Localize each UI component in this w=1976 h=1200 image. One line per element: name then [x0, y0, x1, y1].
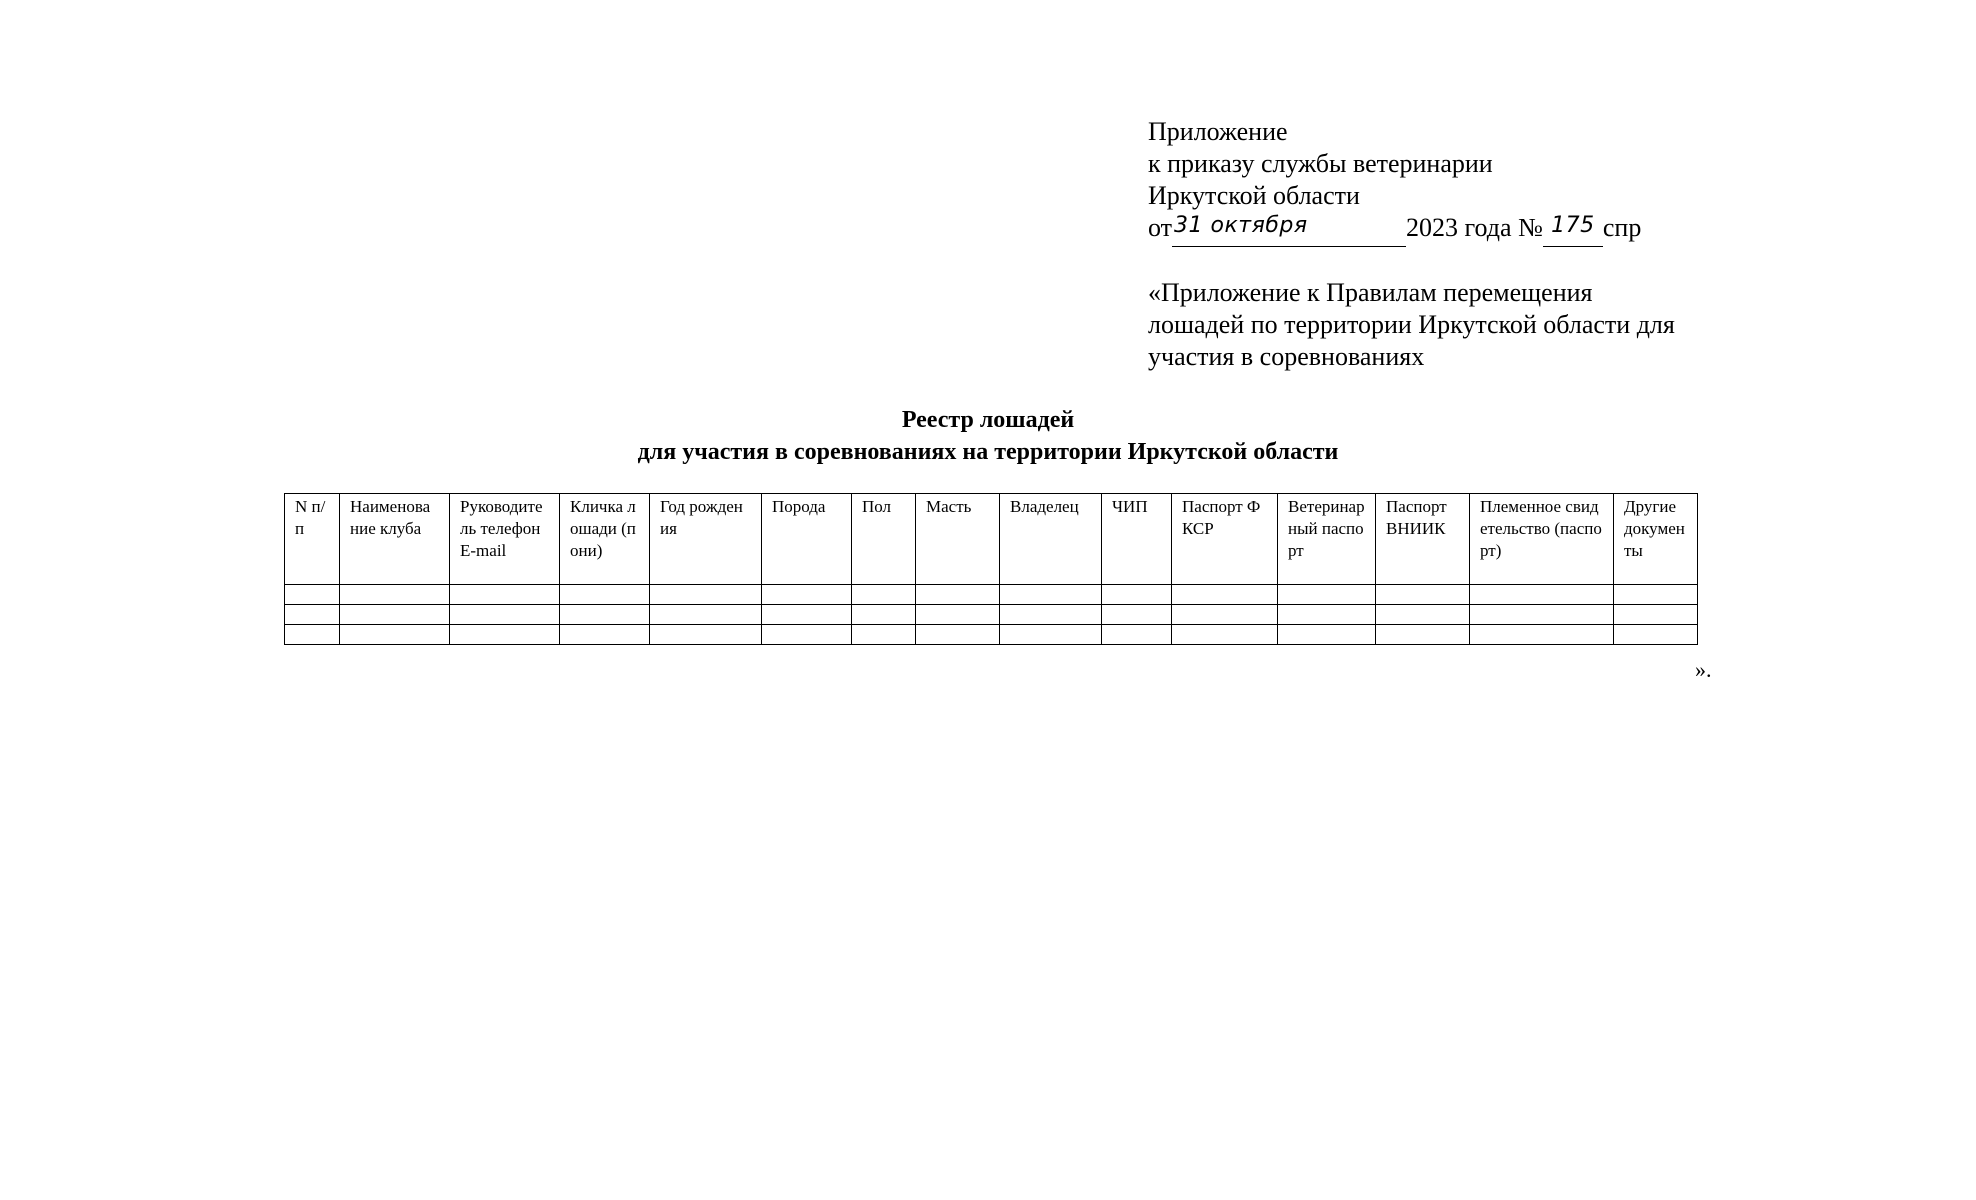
title-line-1: Реестр лошадей [901, 407, 1075, 433]
quote-line-1: «Приложение к Правилам перемещения [1148, 278, 1593, 307]
col-birth-year: Год рождения [650, 494, 762, 585]
col-color: Масть [916, 494, 1000, 585]
date-handwritten-field [1172, 214, 1406, 247]
spacer [1148, 247, 1788, 277]
appendix-date-line [1148, 212, 1788, 247]
year-text: 2023 года № [1406, 213, 1543, 242]
appendix-region: Иркутской области [1148, 181, 1360, 210]
order-number-field [1543, 214, 1603, 247]
col-vniik-passport: Паспорт ВНИИК [1376, 494, 1470, 585]
horse-registry-table [284, 493, 1698, 645]
order-number-handwritten: 175 [1551, 213, 1595, 238]
col-breeding-certificate: Племенное свидетельство (паспорт) [1470, 494, 1614, 585]
col-vet-passport: Ветеринарный паспорт [1278, 494, 1376, 585]
quote-line-2: лошадей по территории Иркутской области для [1148, 310, 1675, 339]
document-title [0, 404, 1976, 468]
col-breed: Порода [762, 494, 852, 585]
col-number: N п/п [285, 494, 340, 585]
table-header-row [285, 494, 1698, 585]
col-manager-contacts: Руководитель телефон E-mail [450, 494, 560, 585]
col-sex: Пол [852, 494, 916, 585]
col-chip: ЧИП [1102, 494, 1172, 585]
table-row [285, 585, 1698, 605]
date-prefix: от [1148, 213, 1173, 242]
col-owner: Владелец [1000, 494, 1102, 585]
appendix-header [1148, 116, 1788, 373]
order-suffix: спр [1602, 213, 1642, 242]
table-row [285, 605, 1698, 625]
date-handwritten: 31 октября [1174, 213, 1308, 238]
col-horse-name: Кличка лошади (пони) [560, 494, 650, 585]
appendix-order-ref: к приказу службы ветеринарии [1148, 149, 1493, 178]
title-line-2: для участия в соревнованиях на территории Иркутской области [637, 439, 1339, 465]
col-fksr-passport: Паспорт ФКСР [1172, 494, 1278, 585]
col-club-name: Наименование клуба [340, 494, 450, 585]
table-row [285, 625, 1698, 645]
quote-line-3: участия в соревнованиях [1148, 342, 1425, 371]
appendix-label: Приложение [1148, 117, 1288, 146]
closing-quote: ». [1695, 657, 1712, 682]
col-other-documents: Другие документы [1614, 494, 1698, 585]
